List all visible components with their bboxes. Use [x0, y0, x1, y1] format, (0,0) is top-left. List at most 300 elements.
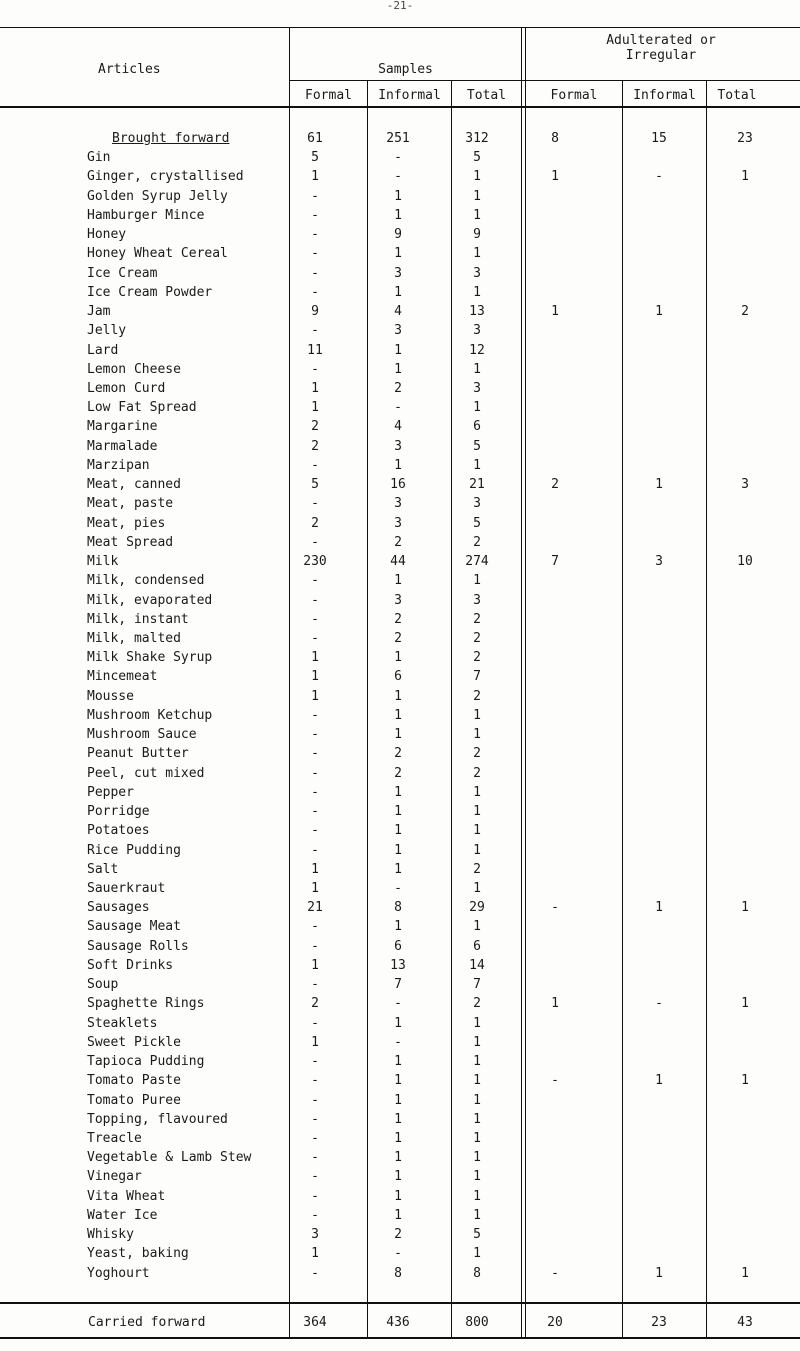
row-article: Lemon Cheese	[87, 361, 181, 377]
row-total: 5	[473, 1227, 481, 1243]
row-formal: 2	[311, 996, 319, 1012]
row-informal: 2	[394, 765, 402, 781]
row-formal: 1	[311, 400, 319, 416]
row-total: 29	[469, 900, 485, 916]
row-article: Hamburger Mince	[87, 207, 205, 223]
row-article: Gin	[87, 150, 111, 166]
row-informal: 1	[394, 804, 402, 820]
row-article: Marmalade	[87, 438, 158, 454]
table-row	[0, 746, 800, 762]
row-adulterated-informal: -	[655, 996, 663, 1012]
row-adulterated-total: 1	[741, 1265, 749, 1281]
row-formal: 1	[311, 669, 319, 685]
table-row	[0, 362, 800, 378]
table-row	[0, 323, 800, 339]
row-total: 1	[473, 1054, 481, 1070]
row-informal: 3	[394, 496, 402, 512]
adulterated-total-header: Total	[717, 88, 757, 103]
row-informal: 3	[394, 515, 402, 531]
articles-header: Articles	[98, 62, 161, 77]
table-row	[0, 400, 800, 416]
row-formal: -	[311, 630, 319, 646]
row-total: 14	[469, 957, 485, 973]
row-informal: 4	[394, 419, 402, 435]
row-informal: 1	[394, 246, 402, 262]
table-row	[0, 727, 800, 743]
row-total: 1	[473, 284, 481, 300]
row-article: Milk, condensed	[87, 573, 205, 589]
adulterated-informal-header: Informal	[633, 88, 696, 103]
row-adulterated-informal: 3	[655, 554, 663, 570]
row-total: 1	[473, 1092, 481, 1108]
row-adulterated-informal: 23	[651, 1315, 667, 1330]
row-informal: 1	[394, 1150, 402, 1166]
row-total: 1	[473, 361, 481, 377]
table-row	[0, 246, 800, 262]
row-total: 21	[469, 477, 485, 493]
row-total: 1	[473, 1207, 481, 1223]
row-informal: -	[394, 150, 402, 166]
row-total: 1	[473, 823, 481, 839]
row-formal: 1	[311, 861, 319, 877]
row-article: Potatoes	[87, 823, 150, 839]
row-total: 1	[473, 1015, 481, 1031]
row-informal: 2	[394, 611, 402, 627]
row-formal: -	[311, 534, 319, 550]
row-formal: 61	[307, 131, 323, 146]
row-article: Rice Pudding	[87, 842, 181, 858]
table-row	[0, 843, 800, 859]
row-article: Ginger, crystallised	[87, 169, 244, 185]
row-total: 1	[473, 1130, 481, 1146]
table-row	[0, 919, 800, 935]
row-article: Water Ice	[87, 1207, 158, 1223]
row-total: 1	[473, 457, 481, 473]
row-informal: 3	[394, 265, 402, 281]
table-top-rule	[0, 27, 800, 28]
row-article: Peanut Butter	[87, 746, 189, 762]
row-adulterated-formal: 8	[551, 131, 559, 146]
table-row	[0, 266, 800, 282]
row-article: Vegetable & Lamb Stew	[87, 1150, 252, 1166]
row-total: 1	[473, 784, 481, 800]
row-total: 1	[473, 1246, 481, 1262]
table-row	[0, 573, 800, 589]
row-adulterated-total: 3	[741, 477, 749, 493]
row-article: Sausage Meat	[87, 919, 181, 935]
row-formal: 21	[307, 900, 323, 916]
row-total: 8	[473, 1265, 481, 1281]
row-formal: 3	[311, 1227, 319, 1243]
row-article: Jelly	[87, 323, 127, 339]
row-informal: 7	[394, 977, 402, 993]
row-adulterated-formal: 1	[551, 996, 559, 1012]
row-informal: 8	[394, 900, 402, 916]
row-total: 1	[473, 1188, 481, 1204]
row-informal: -	[394, 400, 402, 416]
row-informal: 1	[394, 573, 402, 589]
row-adulterated-formal: -	[551, 1265, 559, 1281]
row-article: Soft Drinks	[87, 957, 174, 973]
row-total: 1	[473, 1150, 481, 1166]
row-article: Milk Shake Syrup	[87, 650, 213, 666]
row-article: Topping, flavoured	[87, 1111, 228, 1127]
row-informal: 44	[390, 554, 406, 570]
row-article: Tomato Puree	[87, 1092, 181, 1108]
table-row	[0, 516, 800, 532]
row-formal: -	[311, 804, 319, 820]
row-article: Meat, canned	[87, 477, 181, 493]
row-informal: 1	[394, 823, 402, 839]
row-article: Sweet Pickle	[87, 1034, 181, 1050]
row-article: Peel, cut mixed	[87, 765, 205, 781]
row-informal: 13	[390, 957, 406, 973]
row-informal: 1	[394, 1207, 402, 1223]
table-row	[0, 227, 800, 243]
row-informal: 1	[394, 707, 402, 723]
row-article: Steaklets	[87, 1015, 158, 1031]
row-article: Ice Cream Powder	[87, 284, 213, 300]
row-adulterated-informal: 15	[651, 131, 667, 146]
row-total: 13	[469, 304, 485, 320]
row-adulterated-formal: 1	[551, 304, 559, 320]
table-row	[0, 1131, 800, 1147]
row-total: 1	[473, 842, 481, 858]
row-formal: -	[311, 1015, 319, 1031]
row-total: 2	[473, 688, 481, 704]
row-total: 7	[473, 977, 481, 993]
informal-header: Informal	[378, 88, 441, 103]
row-total: 6	[473, 938, 481, 954]
row-adulterated-total: 1	[741, 1073, 749, 1089]
row-formal: -	[311, 1150, 319, 1166]
row-formal: -	[311, 727, 319, 743]
table-row	[0, 1189, 800, 1205]
table-row	[0, 958, 800, 974]
row-total: 3	[473, 380, 481, 396]
row-adulterated-informal: 1	[655, 1073, 663, 1089]
row-total: 1	[473, 707, 481, 723]
row-informal: 1	[394, 919, 402, 935]
row-total: 2	[473, 765, 481, 781]
row-adulterated-informal: 1	[655, 477, 663, 493]
row-total: 1	[473, 1111, 481, 1127]
row-informal: -	[394, 169, 402, 185]
row-formal: -	[311, 457, 319, 473]
table-row	[0, 1054, 800, 1070]
table-row	[0, 823, 800, 839]
row-formal: 1	[311, 880, 319, 896]
row-article: Ice Cream	[87, 265, 158, 281]
table-row	[0, 496, 800, 512]
table-row	[0, 996, 800, 1012]
row-informal: 6	[394, 669, 402, 685]
row-article: Mushroom Sauce	[87, 727, 197, 743]
formal-header: Formal	[305, 88, 352, 103]
table-row	[0, 1150, 800, 1166]
row-adulterated-formal: 20	[547, 1315, 563, 1330]
row-formal: 1	[311, 957, 319, 973]
row-total: 1	[473, 804, 481, 820]
row-informal: 1	[394, 342, 402, 358]
row-formal: -	[311, 188, 319, 204]
row-total: 312	[465, 131, 489, 146]
table-row	[0, 1073, 800, 1089]
row-formal: -	[311, 227, 319, 243]
table-row	[0, 881, 800, 897]
row-formal: -	[311, 1169, 319, 1185]
row-formal: -	[311, 746, 319, 762]
footer-top-rule	[0, 1302, 800, 1304]
table-row	[0, 977, 800, 993]
row-article: Meat, pies	[87, 515, 166, 531]
row-informal: 1	[394, 284, 402, 300]
page-number: -21-	[386, 0, 414, 12]
row-total: 7	[473, 669, 481, 685]
row-total: 1	[473, 880, 481, 896]
table-row	[0, 1227, 800, 1243]
row-informal: 1	[394, 361, 402, 377]
row-formal: 1	[311, 650, 319, 666]
row-article: Vita Wheat	[87, 1188, 166, 1204]
row-total: 1	[473, 1073, 481, 1089]
row-informal: 1	[394, 1111, 402, 1127]
row-total: 1	[473, 919, 481, 935]
row-informal: 1	[394, 207, 402, 223]
row-informal: 1	[394, 784, 402, 800]
row-total: 5	[473, 150, 481, 166]
row-formal: -	[311, 842, 319, 858]
total-header: Total	[466, 88, 507, 103]
row-article: Spaghette Rings	[87, 996, 205, 1012]
samples-header: Samples	[378, 62, 433, 77]
row-formal: -	[311, 1111, 319, 1127]
row-formal: 1	[311, 169, 319, 185]
table-row	[0, 343, 800, 359]
row-total: 2	[473, 630, 481, 646]
table-row	[0, 1208, 800, 1224]
row-formal: -	[311, 592, 319, 608]
row-informal: 1	[394, 842, 402, 858]
row-formal: 364	[303, 1315, 327, 1330]
row-total: 3	[473, 323, 481, 339]
table-row	[0, 1266, 800, 1282]
row-article: Milk, evaporated	[87, 592, 213, 608]
table-row	[0, 1246, 800, 1262]
table-row	[0, 285, 800, 301]
row-informal: 1	[394, 457, 402, 473]
row-article: Marzipan	[87, 457, 150, 473]
row-adulterated-informal: 1	[655, 900, 663, 916]
table-row	[0, 1093, 800, 1109]
row-formal: -	[311, 1265, 319, 1281]
row-article: Jam	[87, 304, 111, 320]
row-informal: 1	[394, 188, 402, 204]
row-article: Milk, malted	[87, 630, 181, 646]
row-total: 5	[473, 515, 481, 531]
row-total: 1	[473, 1034, 481, 1050]
row-informal: 6	[394, 938, 402, 954]
row-total: 3	[473, 592, 481, 608]
row-informal: 1	[394, 1130, 402, 1146]
row-article: Tomato Paste	[87, 1073, 181, 1089]
row-formal: 2	[311, 438, 319, 454]
row-total: 6	[473, 419, 481, 435]
row-informal: 2	[394, 630, 402, 646]
row-formal: -	[311, 611, 319, 627]
header-bottom-rule	[0, 106, 800, 108]
row-informal: 4	[394, 304, 402, 320]
row-total: 274	[465, 554, 489, 570]
row-informal: 9	[394, 227, 402, 243]
row-adulterated-formal: 1	[551, 169, 559, 185]
table-row	[0, 189, 800, 205]
row-total: 1	[473, 400, 481, 416]
row-article: Sausages	[87, 900, 150, 916]
row-formal: -	[311, 246, 319, 262]
row-formal: -	[311, 207, 319, 223]
table-row	[0, 535, 800, 551]
table-row	[0, 939, 800, 955]
table-row	[0, 612, 800, 628]
row-total: 2	[473, 996, 481, 1012]
row-total: 1	[473, 246, 481, 262]
row-article: Low Fat Spread	[87, 400, 197, 416]
row-article: Mincemeat	[87, 669, 158, 685]
row-article: Carried forward	[88, 1315, 206, 1330]
row-article: Tapioca Pudding	[87, 1054, 205, 1070]
row-article: Whisky	[87, 1227, 134, 1243]
row-formal: -	[311, 1073, 319, 1089]
row-adulterated-total: 10	[737, 554, 753, 570]
row-article: Pepper	[87, 784, 134, 800]
row-article: Salt	[87, 861, 119, 877]
row-informal: 1	[394, 727, 402, 743]
table-row	[0, 131, 800, 147]
table-row	[0, 1035, 800, 1051]
row-formal: 1	[311, 1034, 319, 1050]
carried-forward-row	[0, 1314, 800, 1332]
row-article: Mushroom Ketchup	[87, 707, 213, 723]
row-article: Lard	[87, 342, 119, 358]
row-formal: 5	[311, 477, 319, 493]
row-article: Margarine	[87, 419, 158, 435]
row-adulterated-informal: -	[655, 169, 663, 185]
row-adulterated-total: 1	[741, 996, 749, 1012]
row-informal: -	[394, 1034, 402, 1050]
row-informal: 2	[394, 380, 402, 396]
row-formal: 9	[311, 304, 319, 320]
row-informal: 1	[394, 1015, 402, 1031]
row-informal: 1	[394, 1169, 402, 1185]
row-article: Honey Wheat Cereal	[87, 246, 228, 262]
table-row	[0, 766, 800, 782]
row-formal: -	[311, 1092, 319, 1108]
row-formal: -	[311, 573, 319, 589]
row-informal: 251	[386, 131, 410, 146]
row-formal: -	[311, 1054, 319, 1070]
table-row	[0, 669, 800, 685]
row-article: Treacle	[87, 1130, 142, 1146]
table-row	[0, 304, 800, 320]
row-total: 1	[473, 188, 481, 204]
row-formal: 230	[303, 554, 327, 570]
row-adulterated-formal: 2	[551, 477, 559, 493]
row-informal: -	[394, 996, 402, 1012]
row-informal: 3	[394, 438, 402, 454]
row-formal: -	[311, 784, 319, 800]
row-informal: 1	[394, 861, 402, 877]
row-article: Honey	[87, 227, 127, 243]
table-row	[0, 1112, 800, 1128]
row-formal: -	[311, 1188, 319, 1204]
row-article: Sauerkraut	[87, 880, 166, 896]
table-row	[0, 1169, 800, 1185]
row-total: 1	[473, 573, 481, 589]
row-total: 1	[473, 169, 481, 185]
table-row	[0, 169, 800, 185]
row-informal: 1	[394, 1073, 402, 1089]
header-mid-rule	[289, 80, 800, 81]
row-total: 2	[473, 650, 481, 666]
row-article: Meat Spread	[87, 534, 174, 550]
row-total: 1	[473, 1169, 481, 1185]
row-informal: 1	[394, 1054, 402, 1070]
row-article: Brought forward	[112, 131, 230, 146]
row-adulterated-formal: -	[551, 900, 559, 916]
row-formal: -	[311, 361, 319, 377]
row-formal: -	[311, 977, 319, 993]
row-article: Milk, instant	[87, 611, 189, 627]
row-total: 2	[473, 861, 481, 877]
row-article: Milk	[87, 554, 119, 570]
row-formal: 1	[311, 1246, 319, 1262]
row-informal: 1	[394, 650, 402, 666]
row-total: 800	[465, 1315, 489, 1330]
table-row	[0, 554, 800, 570]
row-formal: -	[311, 323, 319, 339]
table-row	[0, 862, 800, 878]
row-total: 3	[473, 265, 481, 281]
table-row	[0, 900, 800, 916]
row-informal: -	[394, 880, 402, 896]
row-article: Mousse	[87, 688, 134, 704]
table-row	[0, 439, 800, 455]
table-row	[0, 593, 800, 609]
row-formal: -	[311, 707, 319, 723]
row-informal: 2	[394, 746, 402, 762]
row-article: Vinegar	[87, 1169, 142, 1185]
row-formal: 1	[311, 380, 319, 396]
table-row	[0, 208, 800, 224]
row-formal: 11	[307, 342, 323, 358]
row-formal: 5	[311, 150, 319, 166]
row-total: 2	[473, 611, 481, 627]
table-row	[0, 650, 800, 666]
adulterated-header: Adulterated or Irregular	[606, 33, 716, 63]
row-informal: 436	[386, 1315, 410, 1330]
row-informal: -	[394, 1246, 402, 1262]
row-adulterated-total: 1	[741, 900, 749, 916]
table-row	[0, 419, 800, 435]
row-adulterated-informal: 1	[655, 304, 663, 320]
row-formal: -	[311, 496, 319, 512]
table-row	[0, 381, 800, 397]
row-informal: 2	[394, 1227, 402, 1243]
row-formal: -	[311, 938, 319, 954]
row-adulterated-formal: 7	[551, 554, 559, 570]
row-article: Yeast, baking	[87, 1246, 189, 1262]
